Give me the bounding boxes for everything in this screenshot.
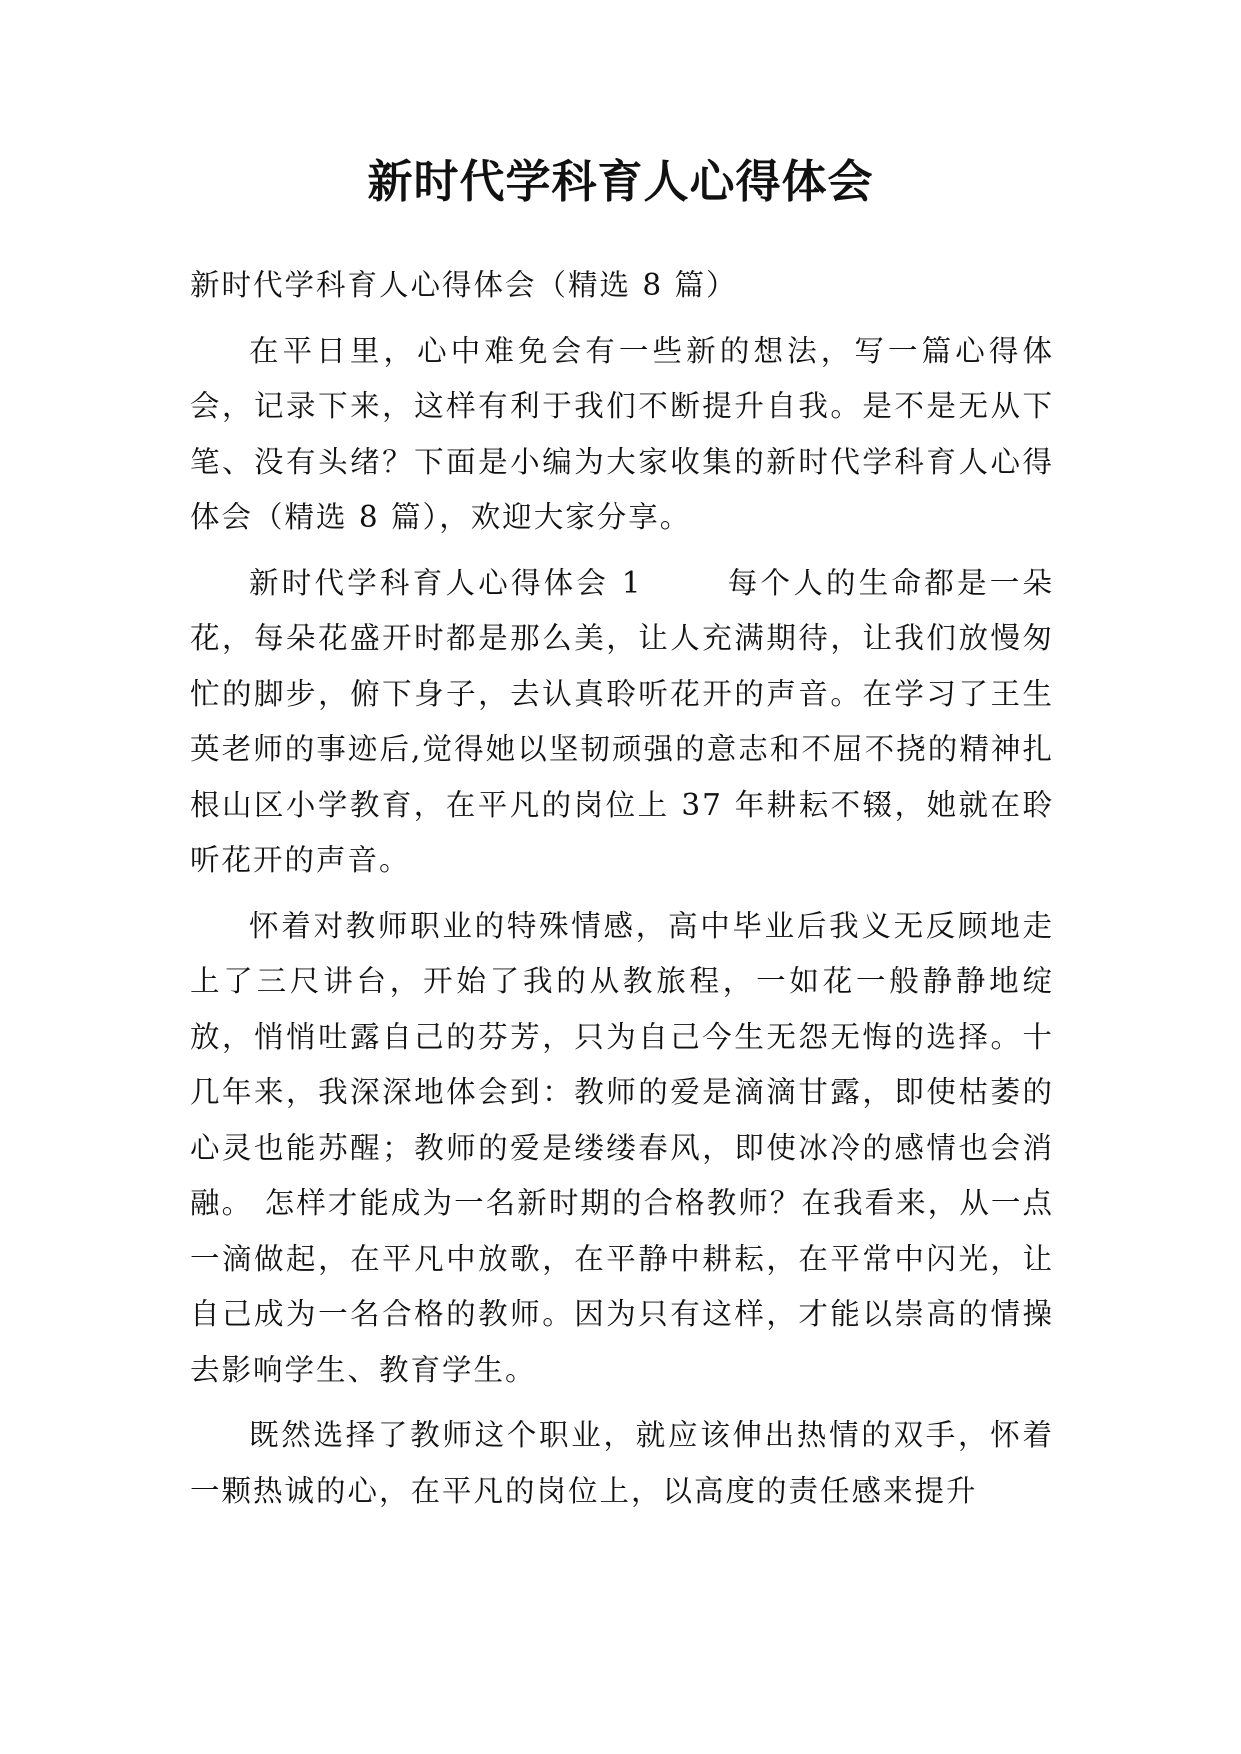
section-1-paragraph: [190, 556, 1054, 889]
document-subtitle: 新时代学科育人心得体会（精选 8 篇）: [190, 268, 738, 302]
body-paragraph: 怀着对教师职业的特殊情感，高中毕业后我义无反顾地走上了三尺讲台，开始了我的从教旅程，一如花一般静静地绽放，悄悄吐露自己的芬芳，只为自己今生无怨无悔的选择。十几年来，我深深地体会到：教师的爱是滴滴甘露，即使枯萎的心灵也能苏醒；教师的爱是缕缕春风，即使冰冷的感情也会消融。 怎样才能成为一名新时期的合格教师？在我看来，从一点一滴做起，在平凡中放歌，在平静中耕耘，在平常中闪光，让自己成为一名合格的教师。因为只有这样，才能以崇高的情操去影响学生、教育学生。: [190, 908, 1054, 1387]
page-title: 新时代学科育人心得体会: [367, 155, 874, 208]
section-heading: 新时代学科育人心得体会 1: [249, 565, 643, 600]
intro-paragraph: 在平日里，心中难免会有一些新的想法，写一篇心得体会，记录下来，这样有利于我们不断提升自我。是不是无从下笔、没有头绪？下面是小编为大家收集的新时代学科育人心得体会（精选 8 篇），欢迎大家分享。: [190, 333, 1054, 534]
section-1-text: 每个人的生命都是一朵花，每朵花盛开时都是那么美，让人充满期待，让我们放慢匆忙的脚步，俯下身子，去认真聆听花开的声音。在学习了王生英老师的事迹后,觉得她以坚韧顽强的意志和不屈不挠的精神扎根山区小学教育，在平凡的岗位上 37 年耕耘不辍，她就在聆听花开的声音。: [190, 565, 1054, 877]
body-paragraph: 既然选择了教师这个职业，就应该伸出热情的双手，怀着一颗热诚的心，在平凡的岗位上，以高度的责任感来提升: [190, 1418, 1054, 1508]
document-body: [190, 258, 1054, 1529]
